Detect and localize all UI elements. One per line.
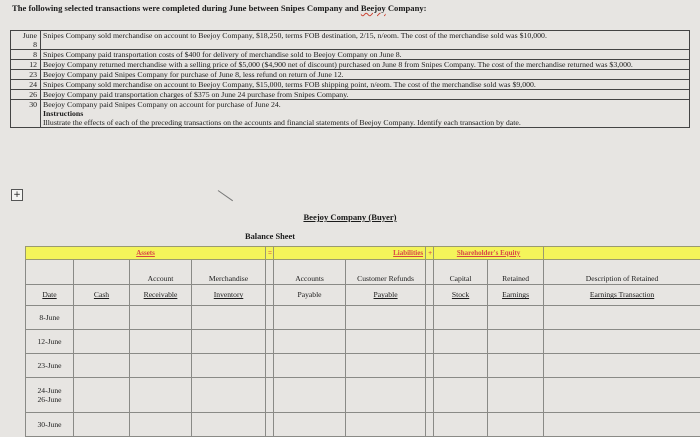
month-label: June	[22, 31, 37, 40]
desc-cell[interactable]	[544, 354, 700, 378]
col-cs-top: Capital	[434, 259, 488, 284]
transaction-day: 12	[11, 60, 41, 70]
blank-cell	[266, 259, 274, 284]
plus-symbol: +	[428, 248, 433, 257]
transaction-text-line: Beejoy Company paid Snipes Company on account for purchase of June 24.	[43, 100, 281, 109]
stock-cell[interactable]	[434, 412, 488, 436]
ar-cell[interactable]	[130, 378, 192, 413]
sheet-title: Balance Sheet	[244, 232, 295, 241]
ap-cell[interactable]	[274, 378, 346, 413]
blank-cell	[266, 284, 274, 305]
desc-cell[interactable]	[544, 329, 700, 353]
table-row	[26, 412, 700, 436]
pointer-stroke	[218, 190, 233, 201]
row-date: 24-June 26-June	[26, 378, 74, 413]
intro-text	[12, 3, 427, 13]
blank-cell	[266, 354, 274, 378]
group-header-row	[26, 247, 700, 260]
ap-cell[interactable]	[274, 412, 346, 436]
inventory-cell[interactable]	[192, 329, 266, 353]
transaction-day: 23	[11, 70, 41, 80]
equals-sign	[266, 247, 274, 260]
re-cell[interactable]	[488, 354, 544, 378]
col-ar-top: Account	[130, 259, 192, 284]
instructions-text: Illustrate the effects of each of the preceding transactions on the accounts and financial statements of Beejoy Company. Identify each transaction by date.	[43, 118, 521, 127]
ar-cell[interactable]	[130, 412, 192, 436]
col-inv-top: Merchandise	[192, 259, 266, 284]
liabilities-label: Liabilities	[393, 248, 424, 257]
stock-cell[interactable]	[434, 378, 488, 413]
blank-cell	[426, 305, 434, 329]
col-desc-top: Description of Retained	[544, 259, 700, 284]
cash-cell[interactable]	[74, 378, 130, 413]
liabilities-group	[274, 247, 426, 260]
stock-cell[interactable]	[434, 329, 488, 353]
transaction-text: Beejoy Company returned merchandise with a selling price of $5,000 ($4,900 net of discount) purchased on June 8 from Snipes Company. The cost of the merchandise returned was $3,000.	[41, 60, 690, 70]
cash-cell[interactable]	[74, 305, 130, 329]
table-row	[26, 305, 700, 329]
refunds-cell[interactable]	[346, 378, 426, 413]
intro-buyer: Beejoy	[360, 3, 386, 13]
transactions-table	[10, 30, 690, 128]
transaction-row	[11, 60, 690, 70]
refunds-cell[interactable]	[346, 305, 426, 329]
transaction-row	[11, 90, 690, 100]
re-cell[interactable]	[488, 378, 544, 413]
transaction-day: 26	[11, 90, 41, 100]
blank-cell	[266, 305, 274, 329]
col-cr-top: Customer Refunds	[346, 259, 426, 284]
ap-cell[interactable]	[274, 354, 346, 378]
col-ap-top: Accounts	[274, 259, 346, 284]
transaction-text: Snipes Company sold merchandise on account to Beejoy Company, $18,250, terms FOB destination, 2/15, n/eom. The cost of the merchandise sold was $10,000.	[41, 31, 690, 50]
inventory-cell[interactable]	[192, 412, 266, 436]
cash-cell[interactable]	[74, 412, 130, 436]
col-cs-bottom: Stock	[434, 284, 488, 305]
refunds-cell[interactable]	[346, 412, 426, 436]
inventory-cell[interactable]	[192, 378, 266, 413]
re-cell[interactable]	[488, 305, 544, 329]
blank-cell	[426, 412, 434, 436]
table-row	[26, 329, 700, 353]
day-value: 8	[33, 40, 37, 49]
blank-cell	[266, 412, 274, 436]
row-date: 12-June	[26, 329, 74, 353]
col-ar-bottom: Receivable	[130, 284, 192, 305]
row-date: 23-June	[26, 354, 74, 378]
blank-cell	[426, 284, 434, 305]
stock-cell[interactable]	[434, 354, 488, 378]
transaction-text: Snipes Company sold merchandise on account to Beejoy Company, $15,000, terms FOB shipping point, n/eom. The cost of the merchandise sold was $9,000.	[41, 80, 690, 90]
ap-cell[interactable]	[274, 305, 346, 329]
instructions-heading: Instructions	[43, 109, 84, 118]
inventory-cell[interactable]	[192, 305, 266, 329]
cash-cell[interactable]	[74, 354, 130, 378]
blank-cell	[426, 354, 434, 378]
column-header-row	[26, 259, 700, 284]
col-re-top: Retained	[488, 259, 544, 284]
equals-symbol: =	[268, 248, 273, 257]
company-title: Beejoy Company (Buyer)	[303, 212, 397, 222]
refunds-cell[interactable]	[346, 329, 426, 353]
equity-label: Shareholder's Equity	[456, 248, 521, 257]
re-cell[interactable]	[488, 329, 544, 353]
row-date: 8-June	[26, 305, 74, 329]
cash-cell[interactable]	[74, 329, 130, 353]
ar-cell[interactable]	[130, 329, 192, 353]
balance-sheet-grid	[25, 246, 700, 437]
blank-cell	[26, 259, 74, 284]
col-ap-bottom: Payable	[274, 284, 346, 305]
transaction-row	[11, 100, 690, 128]
blank-cell	[426, 259, 434, 284]
table-row	[26, 378, 700, 413]
transaction-text: Beejoy Company paid Snipes Company for purchase of June 8, less refund on return of June 12.	[41, 70, 690, 80]
desc-cell[interactable]	[544, 378, 700, 413]
column-header-row-2	[26, 284, 700, 305]
blank-cell	[74, 259, 130, 284]
transaction-row	[11, 70, 690, 80]
transaction-day: 8	[11, 50, 41, 60]
table-row	[26, 354, 700, 378]
desc-cell[interactable]	[544, 412, 700, 436]
transaction-day: 24	[11, 80, 41, 90]
col-cash: Cash	[74, 284, 130, 305]
expand-plus-icon[interactable]: +	[11, 189, 23, 201]
assets-label: Assets	[136, 248, 155, 257]
desc-cell[interactable]	[544, 305, 700, 329]
row-date: 30-June	[26, 412, 74, 436]
plus-sign	[426, 247, 434, 260]
transaction-text: Snipes Company paid transportation costs of $400 for delivery of merchandise sold to Beejoy Company on June 8.	[41, 50, 690, 60]
transaction-row	[11, 80, 690, 90]
refunds-cell[interactable]	[346, 354, 426, 378]
col-date: Date	[26, 284, 74, 305]
blank-cell	[266, 378, 274, 413]
intro-suffix: Company:	[385, 3, 427, 13]
re-cell[interactable]	[488, 412, 544, 436]
col-desc-bottom: Earnings Transaction	[544, 284, 700, 305]
col-cr-bottom: Payable	[346, 284, 426, 305]
transaction-text	[41, 100, 690, 128]
blank-cell	[426, 378, 434, 413]
intro-prefix: The following selected transactions were completed during June between Snipes Company and	[12, 3, 361, 13]
blank-cell	[426, 329, 434, 353]
blank-header	[544, 247, 700, 260]
col-re-bottom: Earnings	[488, 284, 544, 305]
assets-group	[26, 247, 266, 260]
col-inv-bottom: Inventory	[192, 284, 266, 305]
transaction-day: 30	[11, 100, 41, 128]
ap-cell[interactable]	[274, 329, 346, 353]
ar-cell[interactable]	[130, 305, 192, 329]
transaction-text: Beejoy Company paid transportation charges of $375 on June 24 purchase from Snipes Company.	[41, 90, 690, 100]
transaction-row	[11, 31, 690, 50]
stock-cell[interactable]	[434, 305, 488, 329]
equity-group	[434, 247, 544, 260]
blank-cell	[266, 329, 274, 353]
transaction-day	[11, 31, 41, 50]
ar-cell[interactable]	[130, 354, 192, 378]
transaction-row	[11, 50, 690, 60]
inventory-cell[interactable]	[192, 354, 266, 378]
